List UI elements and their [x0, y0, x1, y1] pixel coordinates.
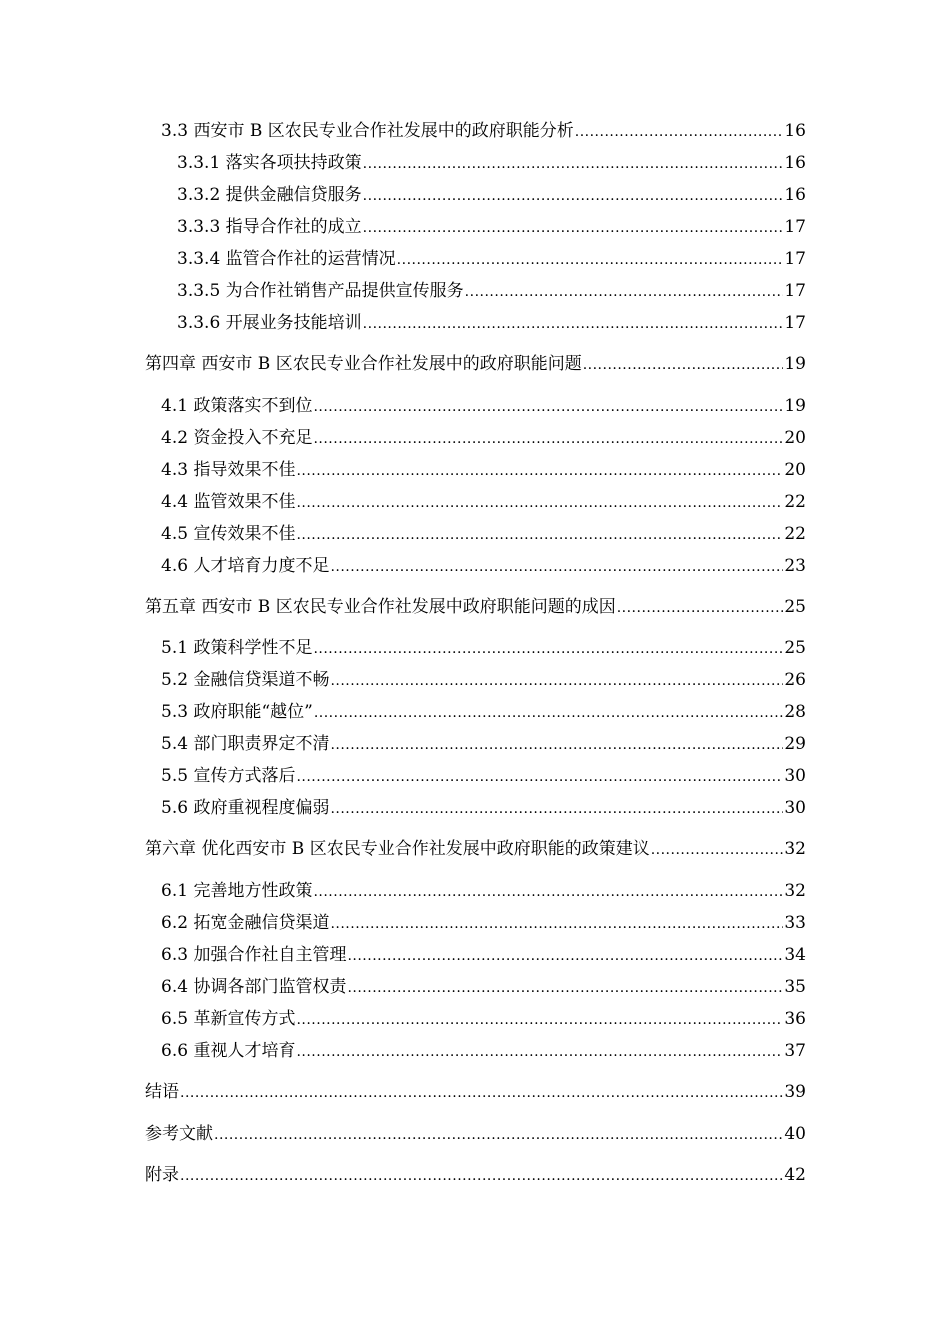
toc-entry-title: 第五章 西安市 B 区农民专业合作社发展中政府职能问题的成因: [145, 597, 616, 617]
toc-entry-page: 29: [784, 734, 806, 754]
toc-entry-title: 参考文献: [145, 1124, 213, 1144]
toc-entry-page: 33: [784, 913, 806, 933]
toc-entry[interactable]: [177, 312, 806, 335]
dot-leader: [651, 838, 784, 861]
dot-leader: [296, 1008, 783, 1031]
toc-entry-title: 3.3 西安市 B 区农民专业合作社发展中的政府职能分析: [161, 121, 574, 141]
dot-leader: [347, 976, 783, 999]
toc-entry-page: 28: [784, 702, 806, 722]
toc-entry-page: 16: [784, 185, 806, 205]
toc-entry-page: 16: [784, 121, 806, 141]
dot-leader: [296, 459, 783, 482]
toc-entry-page: 17: [784, 281, 806, 301]
toc-entry-title: 第四章 西安市 B 区农民专业合作社发展中的政府职能问题: [145, 354, 582, 374]
dot-leader: [313, 637, 783, 660]
toc-chapter-entry[interactable]: [145, 1164, 806, 1187]
toc-entry-page: 17: [784, 217, 806, 237]
toc-entry[interactable]: [161, 669, 806, 692]
toc-entry-page: 20: [784, 460, 806, 480]
dot-leader: [296, 491, 783, 514]
toc-entry-title: 6.5 革新宣传方式: [161, 1009, 296, 1029]
dot-leader: [363, 152, 784, 175]
toc-entry-page: 32: [784, 881, 806, 901]
toc-entry[interactable]: [161, 944, 806, 967]
dot-leader: [465, 280, 784, 303]
toc-entry-title: 3.3.5 为合作社销售产品提供宣传服务: [177, 281, 464, 301]
dot-leader: [363, 312, 784, 335]
dot-leader: [296, 765, 783, 788]
toc-entry-page: 40: [784, 1124, 806, 1144]
dot-leader: [313, 395, 783, 418]
toc-entry-title: 6.3 加强合作社自主管理: [161, 945, 347, 965]
toc-entry-title: 6.1 完善地方性政策: [161, 881, 313, 901]
toc-entry[interactable]: [177, 184, 806, 207]
toc-entry-page: 25: [784, 638, 806, 658]
dot-leader: [397, 248, 784, 271]
toc-entry[interactable]: [161, 1008, 806, 1031]
toc-entry-title: 附录: [145, 1165, 179, 1185]
toc-entry-page: 19: [784, 354, 806, 374]
dot-leader: [296, 523, 783, 546]
toc-entry-page: 25: [784, 597, 806, 617]
toc-entry-page: 22: [784, 492, 806, 512]
toc-entry[interactable]: [177, 248, 806, 271]
toc-entry-title: 3.3.1 落实各项扶持政策: [177, 153, 362, 173]
toc-entry-title: 结语: [145, 1082, 179, 1102]
toc-entry[interactable]: [161, 555, 806, 578]
toc-entry-title: 4.6 人才培育力度不足: [161, 556, 330, 576]
toc-entry-title: 5.6 政府重视程度偏弱: [161, 798, 330, 818]
toc-entry-page: 30: [784, 798, 806, 818]
toc-entry-page: 37: [784, 1041, 806, 1061]
dot-leader: [330, 733, 783, 756]
dot-leader: [296, 1040, 783, 1063]
toc-entry-page: 17: [784, 313, 806, 333]
dot-leader: [330, 669, 783, 692]
toc-entry[interactable]: [161, 880, 806, 903]
toc-entry-title: 4.5 宣传效果不佳: [161, 524, 296, 544]
toc-entry-title: 3.3.2 提供金融信贷服务: [177, 185, 362, 205]
dot-leader: [214, 1123, 783, 1146]
toc-entry[interactable]: [161, 637, 806, 660]
toc-chapter-entry[interactable]: [145, 1123, 806, 1146]
toc-entry-page: 42: [784, 1165, 806, 1185]
toc-entry-page: 30: [784, 766, 806, 786]
toc-entry-page: 23: [784, 556, 806, 576]
dot-leader: [180, 1081, 783, 1104]
toc-entry-page: 17: [784, 249, 806, 269]
dot-leader: [583, 353, 784, 376]
toc-entry[interactable]: [177, 152, 806, 175]
dot-leader: [180, 1164, 783, 1187]
toc-entry-title: 5.4 部门职责界定不清: [161, 734, 330, 754]
toc-entry[interactable]: [161, 120, 806, 143]
toc-entry[interactable]: [161, 427, 806, 450]
toc-entry-page: 36: [784, 1009, 806, 1029]
dot-leader: [363, 184, 784, 207]
dot-leader: [313, 427, 783, 450]
toc-entry-page: 19: [784, 396, 806, 416]
toc-entry-page: 32: [784, 839, 806, 859]
toc-entry-page: 39: [784, 1082, 806, 1102]
dot-leader: [313, 880, 783, 903]
toc-entry[interactable]: [161, 459, 806, 482]
toc-chapter-entry[interactable]: [145, 1081, 806, 1104]
dot-leader: [363, 216, 784, 239]
toc-entry-title: 4.4 监管效果不佳: [161, 492, 296, 512]
toc-entry[interactable]: [161, 491, 806, 514]
toc-entry-title: 5.5 宣传方式落后: [161, 766, 296, 786]
toc-entry-title: 4.3 指导效果不佳: [161, 460, 296, 480]
dot-leader: [314, 701, 784, 724]
toc-entry-title: 第六章 优化西安市 B 区农民专业合作社发展中政府职能的政策建议: [145, 839, 650, 859]
toc-entry[interactable]: [161, 765, 806, 788]
toc-entry[interactable]: [177, 280, 806, 303]
toc-entry[interactable]: [161, 701, 806, 724]
toc-entry-title: 3.3.6 开展业务技能培训: [177, 313, 362, 333]
toc-chapter-entry[interactable]: [145, 838, 806, 861]
dot-leader: [330, 555, 783, 578]
toc-entry-title: 3.3.4 监管合作社的运营情况: [177, 249, 396, 269]
dot-leader: [617, 596, 784, 619]
toc-entry-page: 35: [784, 977, 806, 997]
toc-entry-title: 5.2 金融信贷渠道不畅: [161, 670, 330, 690]
toc-entry[interactable]: [161, 395, 806, 418]
toc-entry[interactable]: [161, 523, 806, 546]
dot-leader: [347, 944, 783, 967]
toc-entry-title: 6.6 重视人才培育: [161, 1041, 296, 1061]
toc-entry-title: 4.1 政策落实不到位: [161, 396, 313, 416]
toc-entry-page: 22: [784, 524, 806, 544]
dot-leader: [330, 797, 783, 820]
toc-entry[interactable]: [161, 1040, 806, 1063]
dot-leader: [330, 912, 783, 935]
toc-entry-page: 26: [784, 670, 806, 690]
toc-entry[interactable]: [161, 976, 806, 999]
toc-entry-title: 3.3.3 指导合作社的成立: [177, 217, 362, 237]
toc-entry[interactable]: [161, 733, 806, 756]
toc-entry[interactable]: [177, 216, 806, 239]
toc-entry-title: 6.2 拓宽金融信贷渠道: [161, 913, 330, 933]
toc-entry-page: 34: [784, 945, 806, 965]
toc-entry-page: 16: [784, 153, 806, 173]
toc-entry-page: 20: [784, 428, 806, 448]
dot-leader: [575, 120, 784, 143]
toc-entry-title: 5.3 政府职能“越位”: [161, 702, 313, 722]
toc-entry-title: 5.1 政策科学性不足: [161, 638, 313, 658]
toc-entry-title: 4.2 资金投入不充足: [161, 428, 313, 448]
toc-chapter-entry[interactable]: [145, 596, 806, 619]
toc-entry[interactable]: [161, 912, 806, 935]
toc-entry-title: 6.4 协调各部门监管权责: [161, 977, 347, 997]
toc-chapter-entry[interactable]: [145, 353, 806, 376]
toc-entry[interactable]: [161, 797, 806, 820]
